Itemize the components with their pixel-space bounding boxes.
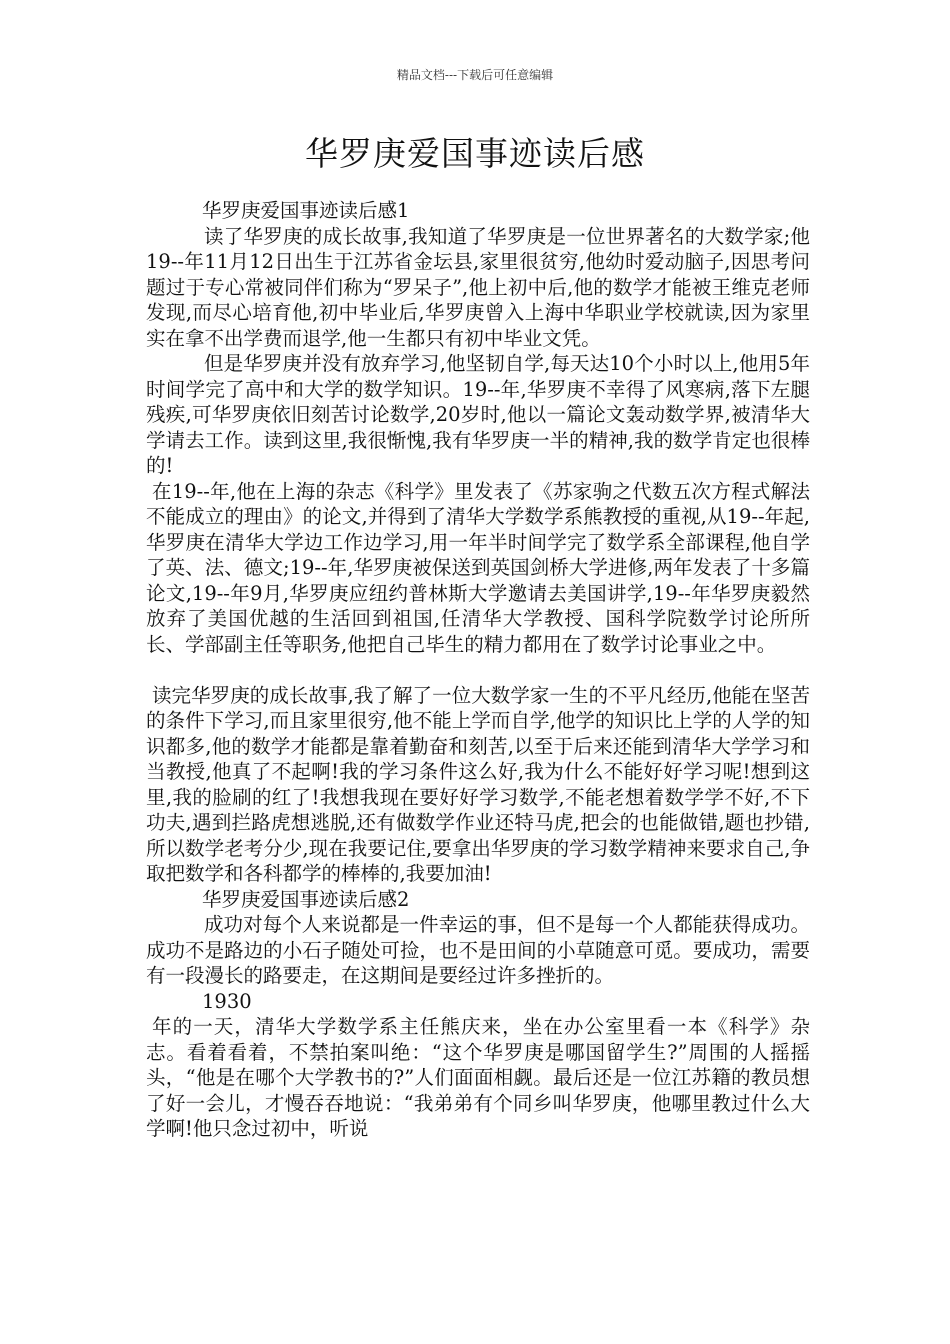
header-note: 精品文档---下载后可任意编辑 — [396, 68, 554, 82]
section1-heading: 华罗庚爱国事迹读后感1 — [202, 199, 410, 222]
section1-paragraph-1: 读了华罗庚的成长故事,我知道了华罗庚是一位世界著名的大数学家;他19--年11月12日出生于江苏省金坛县,家里很贫穷,他幼时爱动脑子,因思考问题过于专心常被同伴们称为“罗呆子”,他上初中后,他的数学才能被王维克老师发现,而尽心培育他,初中毕业后,华罗庚曾入上海中华职业学校就读,因为家里实在拿不出学费而退学,他一生都只有初中毕业文凭。 — [146, 224, 810, 350]
section1-paragraph-2: 但是华罗庚并没有放弃学习,他坚韧自学,每天达10个小时以上,他用5年时间学完了高中和大学的数学知识。19--年,华罗庚不幸得了风寒病,落下左腿残疾,可华罗庚依旧刻苦讨论数学,20岁时,他以一篇论文轰动数学界,被清华大学请去工作。读到这里,我很惭愧,我有华罗庚一半的精神,我的数学肯定也很棒的! — [146, 352, 810, 477]
section1-paragraph-4: 读完华罗庚的成长故事,我了解了一位大数学家一生的不平凡经历,他能在坚苦的条件下学习,而且家里很穷,他不能上学而自学,他学的知识比上学的人学的知识都多,他的数学才能都是靠着勤奋和刻苦,以至于后来还能到清华大学学习和当教授,他真了不起啊!我的学习条件这么好,我为什么不能好好学习呢!想到这里,我的脸刷的红了!我想我现在要好好学习数学,不能老想着数学学不好,不下功夫,遇到拦路虎想逃脱,还有做数学作业还特马虎,把会的也能做错,题也抄错,所以数学老考分少,现在我要记住,要拿出华罗庚的学习数学精神来要求自己,争取把数学和各科都学的棒棒的,我要加油! — [146, 683, 810, 885]
section2-paragraph-2: 年的一天，清华大学数学系主任熊庆来，坐在办公室里看一本《科学》杂志。看着看着，不禁拍案叫绝：“这个华罗庚是哪国留学生?”周围的人摇摇头，“他是在哪个大学教书的?”人们面面相觑。最后还是一位江苏籍的教员想了好一会儿，才慢吞吞地说：“我弟弟有个同乡叫华罗庚，他哪里教过什么大学啊!他只念过初中，听说 — [146, 1015, 810, 1140]
document-title: 华罗庚爱国事迹读后感 — [305, 134, 645, 173]
section2-paragraph-1: 成功对每个人来说都是一件幸运的事，但不是每一个人都能获得成功。成功不是路边的小石子随处可捡，也不是田间的小草随意可觅。要成功，需要有一段漫长的路要走，在这期间是要经过许多挫折的。 — [146, 913, 810, 987]
section2-heading: 华罗庚爱国事迹读后感2 — [202, 887, 410, 911]
section1-paragraph-3: 在19--年,他在上海的杂志《科学》里发表了《苏家驹之代数五次方程式解法不能成立的理由》的论文,并得到了清华大学数学系熊教授的重视,从19--年起,华罗庚在清华大学边工作边学习,用一年半时间学完了数学系全部课程,他自学了英、法、德文;19--年,华罗庚被保送到英国剑桥大学进修,两年发表了十多篇论文,19--年9月,华罗庚应纽约普林斯大学邀请去美国讲学,19--年华罗庚毅然放弃了美国优越的生活回到祖国,任清华大学教授、国科学院数学讨论所所长、学部副主任等职务,他把自己毕生的精力都用在了数学讨论事业之中。 — [146, 479, 810, 656]
document-body — [146, 198, 810, 1142]
section2-year: 1930 — [202, 989, 252, 1013]
blank-line — [146, 657, 810, 683]
